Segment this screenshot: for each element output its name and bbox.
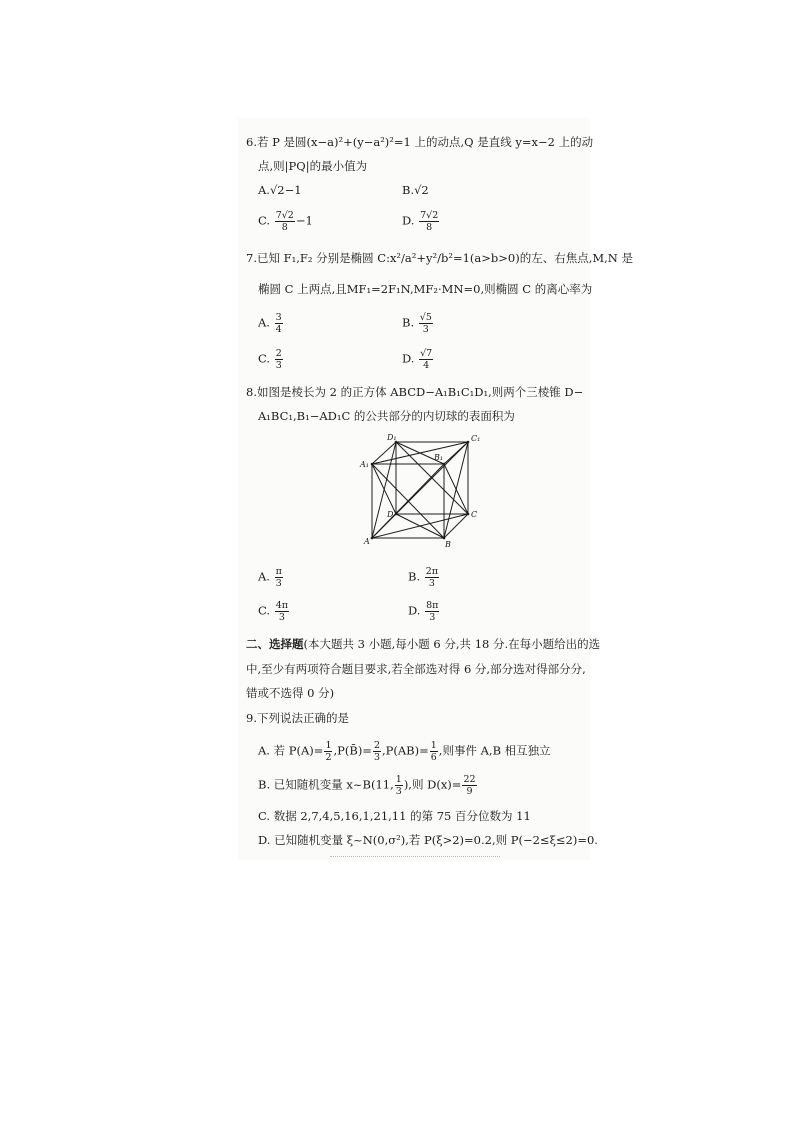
denominator: 2 (325, 752, 332, 763)
numerator: 7√2 (275, 210, 294, 221)
q6-stem-line1: 6.若 P 是圆(x−a)²+(y−a²)²=1 上的动点,Q 是直线 y=x−2 上的动 (246, 135, 594, 149)
numerator: √7 (420, 348, 433, 359)
fraction (373, 740, 381, 763)
label-a1: A₁ (360, 460, 369, 469)
option-label: D. (402, 213, 415, 228)
numerator: 1 (430, 740, 437, 751)
page-footer-rule (330, 856, 500, 857)
q9-option-d: D. 已知随机变量 ξ~N(0,σ²),若 P(ξ>2)=0.2,则 P(−2≤ξ≤2)=0. (258, 833, 598, 847)
label-a: A (364, 537, 370, 546)
option-label: B. (402, 183, 415, 197)
denominator: 3 (278, 612, 285, 623)
option-text: ,则事件 A,B 相互独立 (438, 743, 551, 758)
option-label: B. (408, 569, 421, 584)
numerator: 2 (275, 348, 282, 359)
option-label: D. (408, 603, 421, 618)
option-label: A. (258, 315, 270, 330)
vertex-b1 (443, 463, 446, 466)
fraction (275, 210, 295, 233)
denominator: 9 (466, 786, 473, 797)
q7-option-b (402, 312, 434, 335)
q8-option-c (258, 600, 290, 623)
option-text: A. 若 P(A)= (258, 743, 324, 758)
numerator: 2π (425, 566, 439, 577)
section2-intro-line1 (246, 636, 600, 652)
fraction (425, 600, 439, 623)
denominator: 3 (395, 786, 402, 797)
q7-option-c (258, 348, 284, 371)
option-label: C. (258, 351, 271, 366)
fraction (419, 348, 433, 371)
option-text: ,P(B̄)= (333, 743, 372, 758)
label-d: D (387, 510, 394, 519)
numerator: 3 (275, 312, 282, 323)
label-b1: B₁ (434, 453, 444, 462)
vertex-b (443, 537, 446, 540)
denominator: 3 (429, 612, 436, 623)
vertex-a1 (371, 463, 374, 466)
q9-option-b (258, 774, 478, 797)
fraction (419, 210, 439, 233)
denominator: 3 (275, 578, 282, 589)
numerator: 8π (426, 600, 439, 611)
denominator: 3 (275, 360, 282, 371)
q8-stem-line1: 8.如图是棱长为 2 的正方体 ABCD−A₁B₁C₁D₁,则两个三棱锥 D− (246, 385, 584, 399)
fraction (275, 600, 289, 623)
fraction (324, 740, 332, 763)
option-text: √2−1 (269, 183, 302, 197)
denominator: 8 (281, 222, 288, 233)
numerator: 2 (373, 740, 380, 751)
fraction (275, 312, 283, 335)
edge-a-d1 (372, 442, 396, 538)
q7-option-d (402, 348, 434, 371)
option-label: A. (258, 183, 270, 197)
numerator: √5 (419, 312, 432, 323)
option-text: ),则 D(x)= (403, 777, 462, 792)
q9-option-a (258, 740, 551, 763)
fraction (430, 740, 438, 763)
option-label: D. (402, 351, 415, 366)
vertex-d (395, 513, 398, 516)
edge-b-c (444, 514, 468, 538)
numerator: 1 (395, 774, 402, 785)
q8-option-a (258, 566, 284, 589)
vertex-c (467, 513, 470, 516)
option-label: A. (258, 569, 270, 584)
option-label: B. (402, 315, 415, 330)
q8-option-d (408, 600, 440, 623)
numerator: 4π (275, 600, 288, 611)
cube-figure (358, 432, 490, 550)
q7-option-a (258, 312, 284, 335)
denominator: 3 (422, 324, 429, 335)
option-label: C. (258, 213, 271, 228)
numerator: 22 (463, 774, 476, 785)
option-label: C. (258, 603, 271, 618)
fraction (275, 566, 283, 589)
fraction (419, 312, 433, 335)
label-d1: D₁ (387, 433, 397, 442)
option-text: ,P(AB)= (381, 743, 429, 758)
edge-b1-c (444, 464, 468, 514)
fraction (425, 566, 439, 589)
section-heading: 二、选择题 (246, 637, 304, 651)
denominator: 6 (430, 752, 437, 763)
fraction (275, 348, 283, 371)
q9-stem: 9.下列说法正确的是 (246, 711, 349, 725)
section-intro-text: (本大题共 3 小题,每小题 6 分,共 18 分.在每小题给出的选 (303, 637, 601, 651)
numerator: π (275, 566, 282, 577)
denominator: 3 (373, 752, 380, 763)
denominator: 3 (428, 578, 435, 589)
q9-option-c: C. 数据 2,7,4,5,16,1,21,11 的第 75 百分位数为 11 (258, 809, 531, 823)
option-text: √2 (414, 183, 429, 197)
q7-stem-line1: 7.已知 F₁,F₂ 分别是椭圆 C:x²/a²+y²/b²=1(a>b>0)的左、右焦点,M,N 是 (246, 251, 634, 265)
q6-option-a (258, 182, 302, 198)
denominator: 4 (423, 360, 430, 371)
q8-option-b (408, 566, 440, 589)
edge-a1-d1 (372, 442, 396, 464)
q6-option-c (258, 210, 313, 233)
q7-stem-line2: 椭圆 C 上两点,且MF₁=2F₁N,MF₂·MN=0,则椭圆 C 的离心率为 (258, 282, 593, 296)
q6-stem-line2: 点,则|PQ|的最小值为 (258, 159, 368, 173)
label-b: B (445, 540, 451, 549)
q6-option-b (402, 182, 429, 198)
numerator: 1 (325, 740, 332, 751)
section2-intro-line3: 错或不选得 0 分) (246, 686, 335, 700)
vertex-a (371, 537, 374, 540)
option-tail: −1 (295, 213, 313, 228)
option-text: B. 已知随机变量 x~B(11, (258, 777, 394, 792)
vertex-c1 (467, 441, 470, 444)
section2-intro-line2: 中,至少有两项符合题目要求,若全部选对得 6 分,部分选对得部分分, (246, 662, 586, 676)
denominator: 4 (275, 324, 282, 335)
q6-option-d (402, 210, 440, 233)
numerator: 7√2 (420, 210, 439, 221)
cube-diagram (358, 432, 490, 550)
fraction (462, 774, 476, 797)
label-c1: C₁ (471, 434, 481, 443)
q8-stem-line2: A₁BC₁,B₁−AD₁C 的公共部分的内切球的表面积为 (258, 409, 515, 423)
fraction (395, 774, 403, 797)
denominator: 8 (426, 222, 433, 233)
label-c: C (471, 510, 478, 519)
